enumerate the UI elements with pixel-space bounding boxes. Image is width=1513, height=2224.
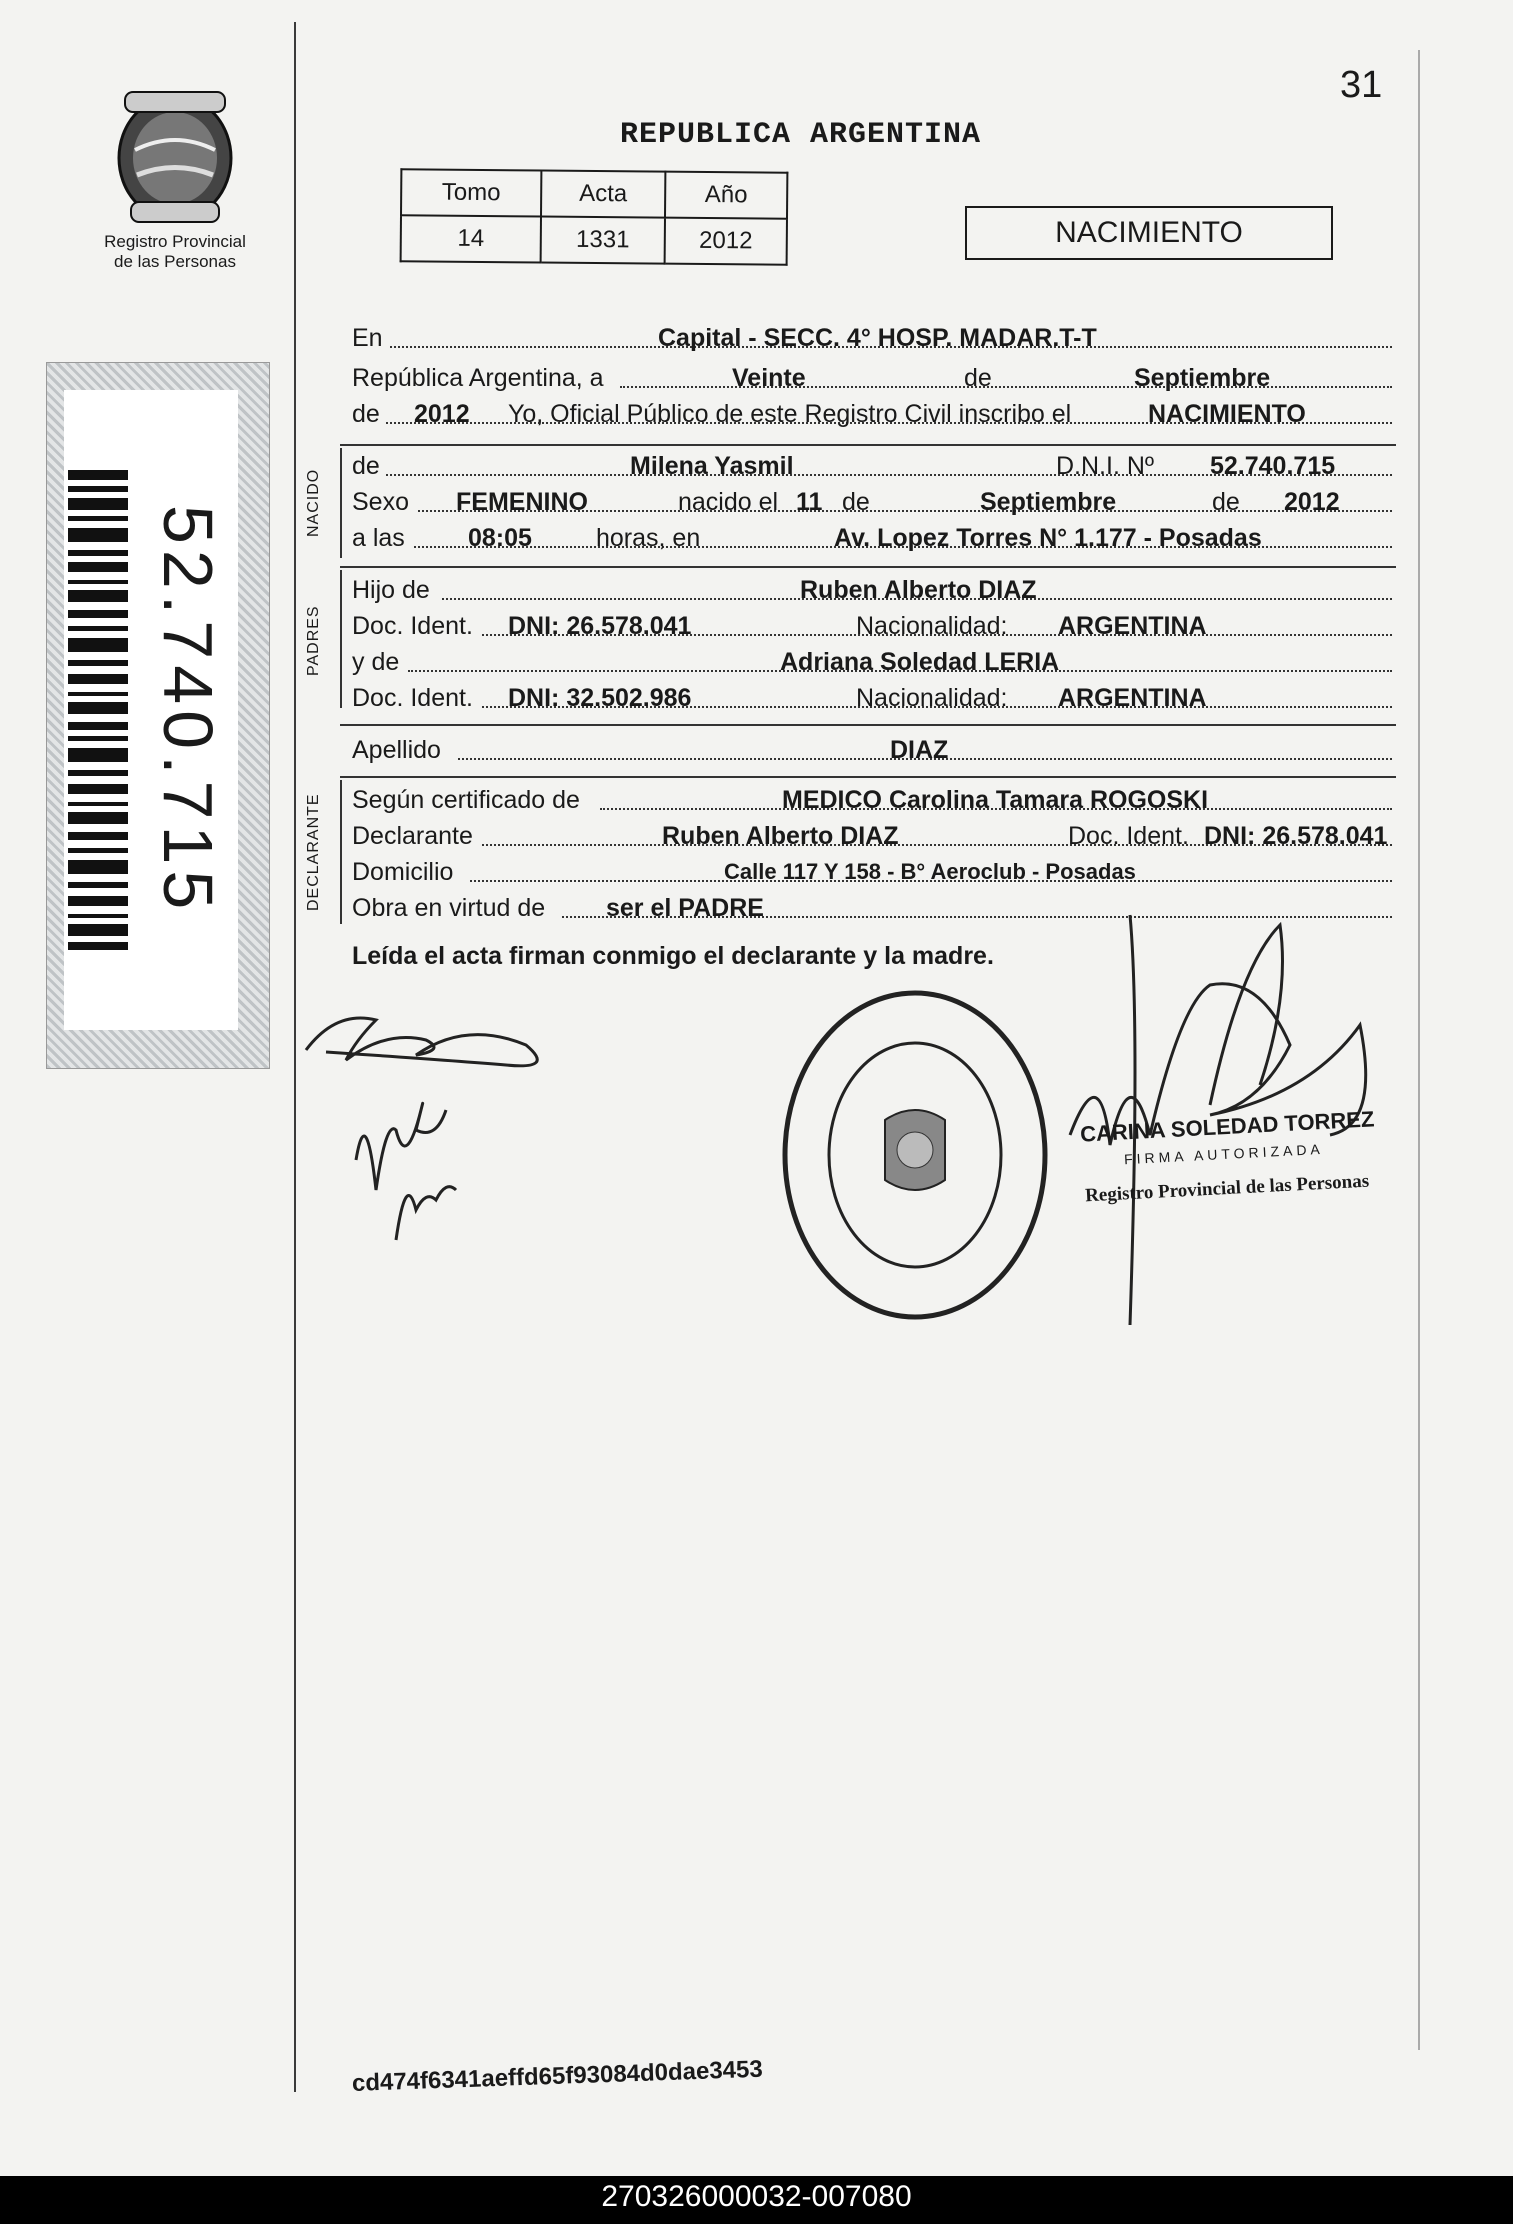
ref-header-ano: Año (665, 172, 787, 219)
de2-label: de (352, 400, 380, 428)
de-label: de (964, 364, 992, 392)
de-label: de (842, 488, 870, 516)
declarante-row-certificate (352, 784, 1392, 816)
nacido-section-label: NACIDO (305, 468, 322, 538)
section-divider (340, 724, 1396, 726)
mother-name: Adriana Soledad LERIA (780, 648, 1060, 676)
nacido-row-name (352, 450, 1392, 482)
reference-table (400, 168, 789, 265)
obra-label: Obra en virtud de (352, 894, 546, 922)
birth-time: 08:05 (468, 524, 532, 552)
registration-year: 2012 (414, 400, 470, 428)
section-divider (340, 776, 1396, 778)
apellido-label: Apellido (352, 736, 441, 764)
declarante-row-domicilio (352, 856, 1392, 888)
province-seal-logo (105, 80, 245, 230)
registration-place: Capital - SECC. 4° HOSP. MADAR.T-T (658, 324, 1097, 352)
child-name: Milena Yasmil (630, 452, 794, 480)
sexo-label: Sexo (352, 488, 409, 516)
dni-label: D.N.I. Nº (1056, 452, 1155, 480)
segun-certificado-label: Según certificado de (352, 786, 580, 814)
de-label: de (1212, 488, 1240, 516)
official-role: FIRMA AUTORIZADA (1123, 1140, 1325, 1168)
declarant-doc: DNI: 26.578.041 (1204, 822, 1388, 850)
official-stamp (770, 980, 1060, 1330)
nacido-row-time (352, 522, 1392, 554)
page-number: 31 (1340, 64, 1383, 106)
barcode-number: 52.740.715 (149, 504, 227, 916)
document-type-box: NACIMIENTO (965, 206, 1333, 260)
registration-event: NACIMIENTO (1148, 400, 1306, 428)
declarante-section-bar (340, 780, 342, 924)
nacido-section-bar (340, 448, 342, 558)
doc-ident-label: Doc. Ident. (352, 612, 473, 640)
registration-month: Septiembre (1134, 364, 1271, 392)
birth-place: Av. Lopez Torres N° 1.177 - Posadas (834, 524, 1262, 552)
father-nationality: ARGENTINA (1058, 612, 1207, 640)
footer-code: 270326000032-007080 (601, 2180, 912, 2213)
ref-value-tomo: 14 (401, 215, 541, 262)
doc-ident-label: Doc. Ident. (1068, 822, 1189, 850)
hijo-de-label: Hijo de (352, 576, 430, 604)
intro-row-year (352, 398, 1392, 430)
declarant-address: Calle 117 Y 158 - B° Aeroclub - Posadas (724, 859, 1136, 884)
a-las-label: a las (352, 524, 405, 552)
doc-ident-label: Doc. Ident. (352, 684, 473, 712)
nacido-el-label: nacido el (678, 488, 779, 516)
de-label: de (352, 452, 380, 480)
birth-day: 11 (796, 488, 823, 516)
official-name: CARINA SOLEDAD TORREZ (1079, 1106, 1375, 1147)
declarant-relation: ser el PADRE (606, 894, 764, 922)
domicilio-label: Domicilio (352, 858, 454, 886)
apellido-row (352, 734, 1392, 766)
registration-day: Veinte (732, 364, 806, 392)
nacido-row-sex (352, 486, 1392, 518)
surname: DIAZ (890, 736, 949, 764)
official-office: Registro Provincial de las Personas (1084, 1170, 1370, 1207)
declarante-row-name (352, 820, 1392, 852)
father-name: Ruben Alberto DIAZ (800, 576, 1037, 604)
y-de-label: y de (352, 648, 400, 676)
birth-year: 2012 (1284, 488, 1340, 516)
intro-row-date (352, 362, 1392, 394)
declarante-label: Declarante (352, 822, 473, 850)
declarant-name: Ruben Alberto DIAZ (662, 822, 899, 850)
declarant-signature (296, 990, 576, 1270)
padres-row-father (352, 574, 1392, 606)
child-sex: FEMENINO (456, 488, 588, 516)
registry-label-line2: de las Personas (114, 252, 236, 271)
registry-label-line1: Registro Provincial (104, 232, 246, 251)
closing-statement: Leída el acta firman conmigo el declarante y la madre. (352, 942, 994, 970)
mother-doc: DNI: 32.502.986 (508, 684, 692, 712)
padres-row-mother-doc (352, 682, 1392, 714)
padres-row-father-doc (352, 610, 1392, 642)
padres-row-mother (352, 646, 1392, 678)
nacionalidad-label: Nacionalidad: (856, 684, 1008, 712)
ref-value-ano: 2012 (665, 218, 787, 265)
section-divider (340, 444, 1396, 446)
ref-header-tomo: Tomo (401, 169, 541, 216)
ref-value-acta: 1331 (541, 217, 665, 264)
horas-label: horas, en (596, 524, 701, 552)
child-dni: 52.740.715 (1210, 452, 1336, 480)
certificate-issuer: MEDICO Carolina Tamara ROGOSKI (782, 786, 1209, 814)
en-label: En (352, 324, 383, 352)
ref-header-acta: Acta (541, 171, 665, 218)
section-divider (340, 566, 1396, 568)
padres-section-bar (340, 570, 342, 708)
inscribo-label: Yo, Oficial Público de este Registro Civil inscribo el (508, 400, 1072, 428)
registry-label (70, 232, 280, 272)
father-doc: DNI: 26.578.041 (508, 612, 692, 640)
barcode-icon (68, 470, 128, 950)
declarante-section-label: DECLARANTE (305, 793, 322, 911)
mother-nationality: ARGENTINA (1058, 684, 1207, 712)
country-title: REPUBLICA ARGENTINA (620, 118, 982, 152)
intro-row-place (352, 322, 1392, 354)
republica-label: República Argentina, a (352, 364, 604, 392)
document-hash: cd474f6341aeffd65f93084d0dae3453 (351, 2055, 764, 2097)
birth-month: Septiembre (980, 488, 1117, 516)
padres-section-label: PADRES (305, 605, 322, 677)
nacionalidad-label: Nacionalidad: (856, 612, 1008, 640)
